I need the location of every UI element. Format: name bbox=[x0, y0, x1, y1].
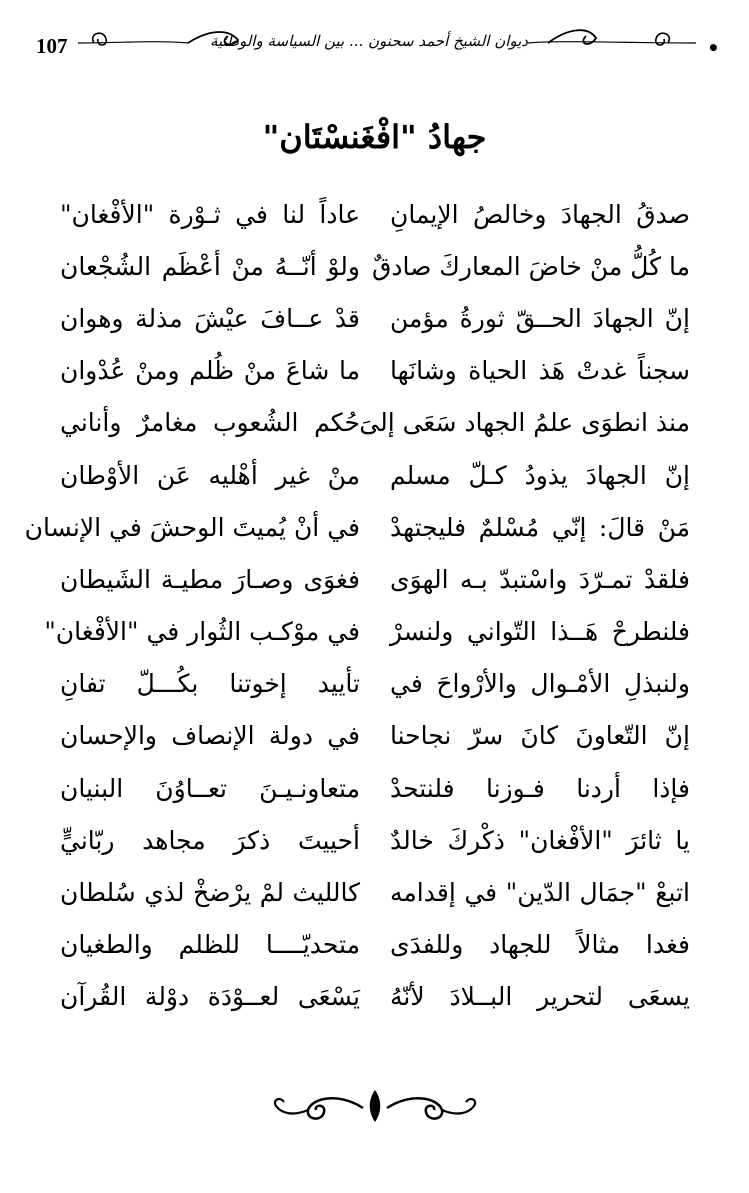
verse-first-hemistich: فإذا أردنا فـوزنا فلنتحدْ bbox=[390, 773, 690, 803]
verse-second-hemistich: متحديّــــا للظلم والطغيان bbox=[60, 930, 360, 960]
verse-line bbox=[60, 449, 690, 501]
verse-second-hemistich: ما شاعَ منْ ظُلم ومنْ عُدْوان bbox=[60, 356, 360, 386]
running-header-title: ديوان الشيخ أحمد سحنون ... بين السياسة والوطنية bbox=[209, 32, 528, 50]
verse-first-hemistich: اتبعْ "جمَال الدّين" في إقدامه bbox=[390, 878, 690, 908]
verse-line bbox=[60, 710, 690, 762]
verse-second-hemistich: متعاونـيـنَ تعــاوُنَ البنيان bbox=[60, 773, 360, 803]
verse-list bbox=[24, 188, 690, 1023]
verse-second-hemistich: حُكم الشُعوب مغامرٌ وأناني bbox=[60, 408, 360, 438]
verse-first-hemistich: منذ انطوَى علمُ الجهاد سَعَى إلىَ bbox=[359, 408, 690, 438]
header-dot: • bbox=[707, 36, 720, 60]
verse-line bbox=[60, 345, 690, 397]
verse-second-hemistich: عاداً لنا في ثـوْرة "الأفْغان" bbox=[60, 199, 360, 229]
verse-line bbox=[60, 814, 690, 866]
page-number: 107 bbox=[36, 34, 68, 58]
verse-first-hemistich: فلنطرحْ هَــذا التّواني ولنسرْ bbox=[390, 617, 690, 647]
verse-line bbox=[60, 397, 690, 449]
verse-first-hemistich: يسعَى لتحرير البــلادَ لأنّهُ bbox=[390, 982, 690, 1012]
verse-first-hemistich: إنّ الجهادَ الحــقّ ثورةُ مؤمن bbox=[390, 303, 690, 333]
footer-ornament bbox=[268, 1086, 482, 1130]
verse-line bbox=[60, 240, 690, 292]
verse-line bbox=[60, 292, 690, 344]
verse-first-hemistich: يا ثائرَ "الأفْغان" ذكْركَ خالدٌ bbox=[390, 825, 690, 855]
verse-second-hemistich: في أنْ يُميتَ الوحشَ في الإنسان bbox=[24, 512, 360, 542]
verse-line bbox=[24, 501, 690, 553]
verse-first-hemistich: فغدا مثالاً للجهاد وللفدَى bbox=[390, 930, 690, 960]
page-header bbox=[28, 22, 721, 74]
verse-second-hemistich: قدْ عــافَ عيْشَ مذلة وهوان bbox=[60, 303, 360, 333]
verse-line bbox=[60, 971, 690, 1023]
poem-title: جهادُ "افْغَنسْتَان" bbox=[262, 118, 487, 156]
verse-first-hemistich: ما كُلُّ منْ خاضَ المعاركَ صادقٌ bbox=[371, 251, 690, 281]
verse-first-hemistich: ولنبذلِ الأمْـوال والأرْواحَ في bbox=[390, 669, 690, 699]
verse-line bbox=[60, 762, 690, 814]
verse-first-hemistich: سجناً غدتْ هَذ الحياة وشانَها bbox=[390, 356, 690, 386]
verse-second-hemistich: في موْكـب الثُوار في "الأفْغان" bbox=[44, 617, 360, 647]
verse-line bbox=[60, 866, 690, 918]
verse-second-hemistich: يَسْعَى لعــوْدَة دوْلة القُرآن bbox=[60, 982, 360, 1012]
verse-line bbox=[60, 553, 690, 605]
verse-first-hemistich: فلقدْ تمـرّدَ واسْتبدّ بـه الهوَى bbox=[390, 564, 690, 594]
verse-second-hemistich: أحييتَ ذكرَ مجاهد ربّانيٍّ bbox=[60, 825, 360, 855]
verse-first-hemistich: إنّ الجهادَ يذودُ كـلّ مسلم bbox=[390, 460, 690, 490]
verse-line bbox=[44, 606, 690, 658]
verse-line bbox=[60, 658, 690, 710]
verse-line bbox=[60, 919, 690, 971]
verse-first-hemistich: صدقُ الجهادَ وخالصُ الإيمانِ bbox=[390, 199, 690, 229]
verse-first-hemistich: إنّ التّعاونَ كانَ سرّ نجاحنا bbox=[390, 721, 690, 751]
verse-second-hemistich: ولوْ أنّــهُ منْ أعْظَم الشُجْعان bbox=[60, 251, 360, 281]
verse-second-hemistich: كالليث لمْ يرْضخْ لذي سُلطان bbox=[60, 878, 360, 908]
verse-line bbox=[60, 188, 690, 240]
verse-second-hemistich: تأييد إخوتنا بكُـــلّ تفانِ bbox=[60, 669, 360, 699]
verse-second-hemistich: في دولة الإنصاف والإحسان bbox=[60, 721, 360, 751]
verse-first-hemistich: مَنْ قالَ: إنّي مُسْلمٌ فليجتهدْ bbox=[390, 512, 690, 542]
verse-second-hemistich: منْ غير أهْليه عَن الأوْطان bbox=[60, 460, 360, 490]
verse-second-hemistich: فغوَى وصـارَ مطيـة الشَيطان bbox=[60, 564, 360, 594]
